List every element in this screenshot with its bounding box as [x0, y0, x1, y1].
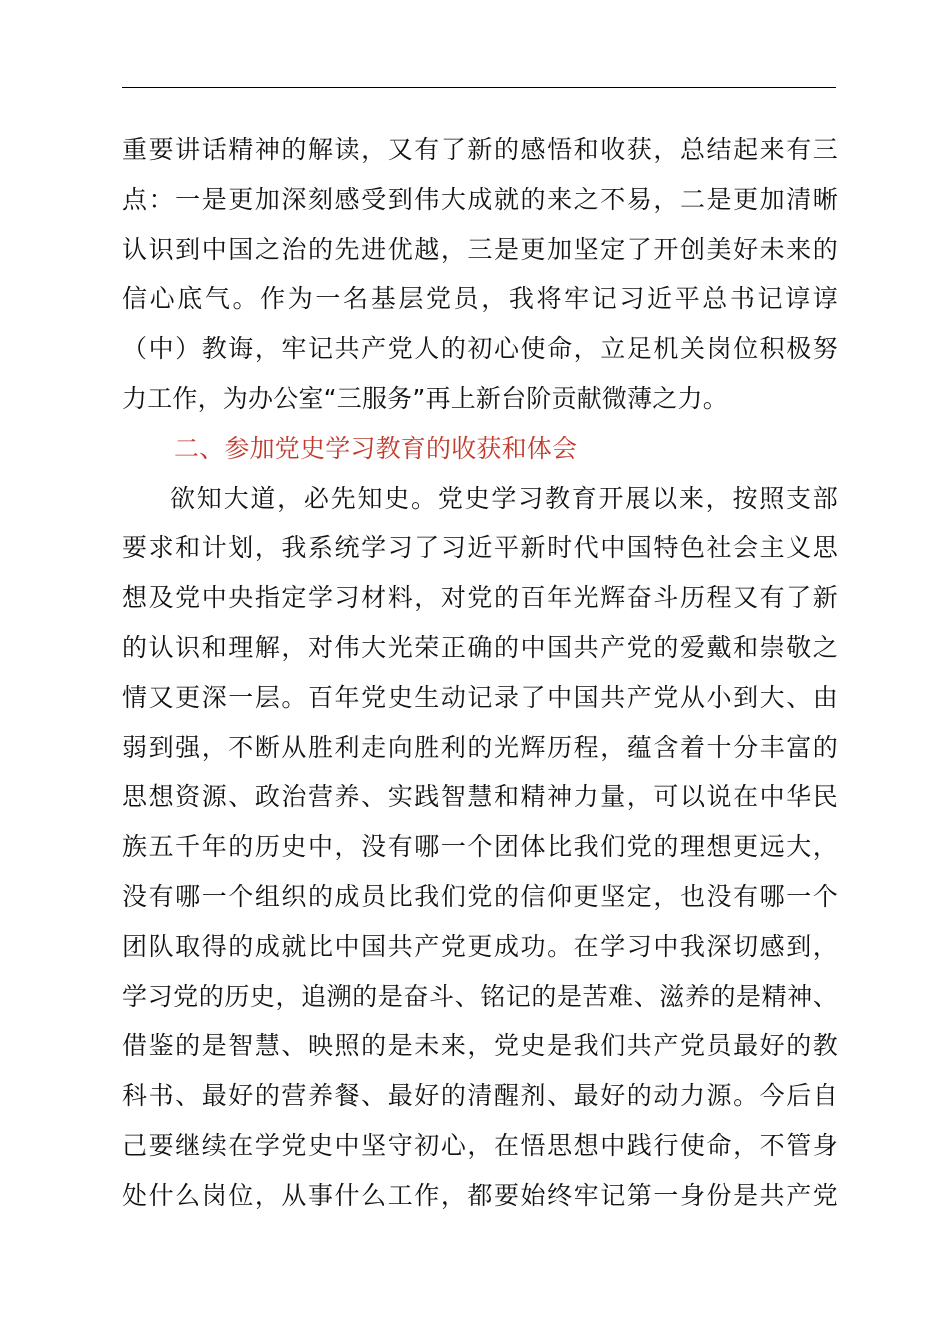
- text-line: 想及党中央指定学习材料，对党的百年光辉奋斗历程又有了新: [122, 583, 838, 613]
- text-line: 没有哪一个组织的成员比我们党的信仰更坚定，也没有哪一个: [122, 881, 838, 911]
- text-line: 的认识和理解，对伟大光荣正确的中国共产党的爱戴和崇敬之: [122, 632, 838, 662]
- text-line: 处什么岗位，从事什么工作，都要始终牢记第一身份是共产党: [122, 1180, 838, 1210]
- text-line: 信心底气。作为一名基层党员，我将牢记习近平总书记谆谆: [122, 284, 838, 314]
- text-line: （中）教诲，牢记共产党人的初心使命，立足机关岗位积极努: [122, 334, 838, 364]
- text-line: 弱到强，不断从胜利走向胜利的光辉历程，蕴含着十分丰富的: [122, 732, 838, 762]
- text-line: 重要讲话精神的解读，又有了新的感悟和收获，总结起来有三: [122, 135, 838, 164]
- document-body: [122, 125, 838, 1221]
- text-line: 情又更深一层。百年党史生动记录了中国共产党从小到大、由: [122, 682, 838, 712]
- text-line: 己要继续在学党史中坚守初心，在悟思想中践行使命，不管身: [122, 1130, 838, 1160]
- text-line: 欲知大道，必先知史。党史学习教育开展以来，按照支部: [170, 483, 838, 513]
- paragraph-1: [122, 125, 838, 424]
- text-line: 点：一是更加深刻感受到伟大成就的来之不易，二是更加清晰: [122, 184, 838, 214]
- text-line: 力工作，为办公室“三服务”再上新台阶贡献微薄之力。: [122, 383, 728, 413]
- header-rule: [122, 87, 836, 88]
- text-line: 团队取得的成就比中国共产党更成功。在学习中我深切感到，: [122, 931, 838, 961]
- text-line: 学习党的历史，追溯的是奋斗、铭记的是苦难、滋养的是精神、: [122, 981, 838, 1011]
- paragraph-2: [122, 474, 838, 1221]
- text-line: 借鉴的是智慧、映照的是未来，党史是我们共产党员最好的教: [122, 1031, 838, 1061]
- text-line: 思想资源、政治营养、实践智慧和精神力量，可以说在中华民: [122, 782, 838, 812]
- text-line: 认识到中国之治的先进优越，三是更加坚定了开创美好未来的: [122, 234, 838, 264]
- text-line: 要求和计划，我系统学习了习近平新时代中国特色社会主义思: [122, 533, 838, 563]
- section-heading: 二、参加党史学习教育的收获和体会: [174, 433, 578, 463]
- text-line: 科书、最好的营养餐、最好的清醒剂、最好的动力源。今后自: [122, 1081, 838, 1111]
- text-line: 族五千年的历史中，没有哪一个团体比我们党的理想更远大，: [122, 832, 838, 862]
